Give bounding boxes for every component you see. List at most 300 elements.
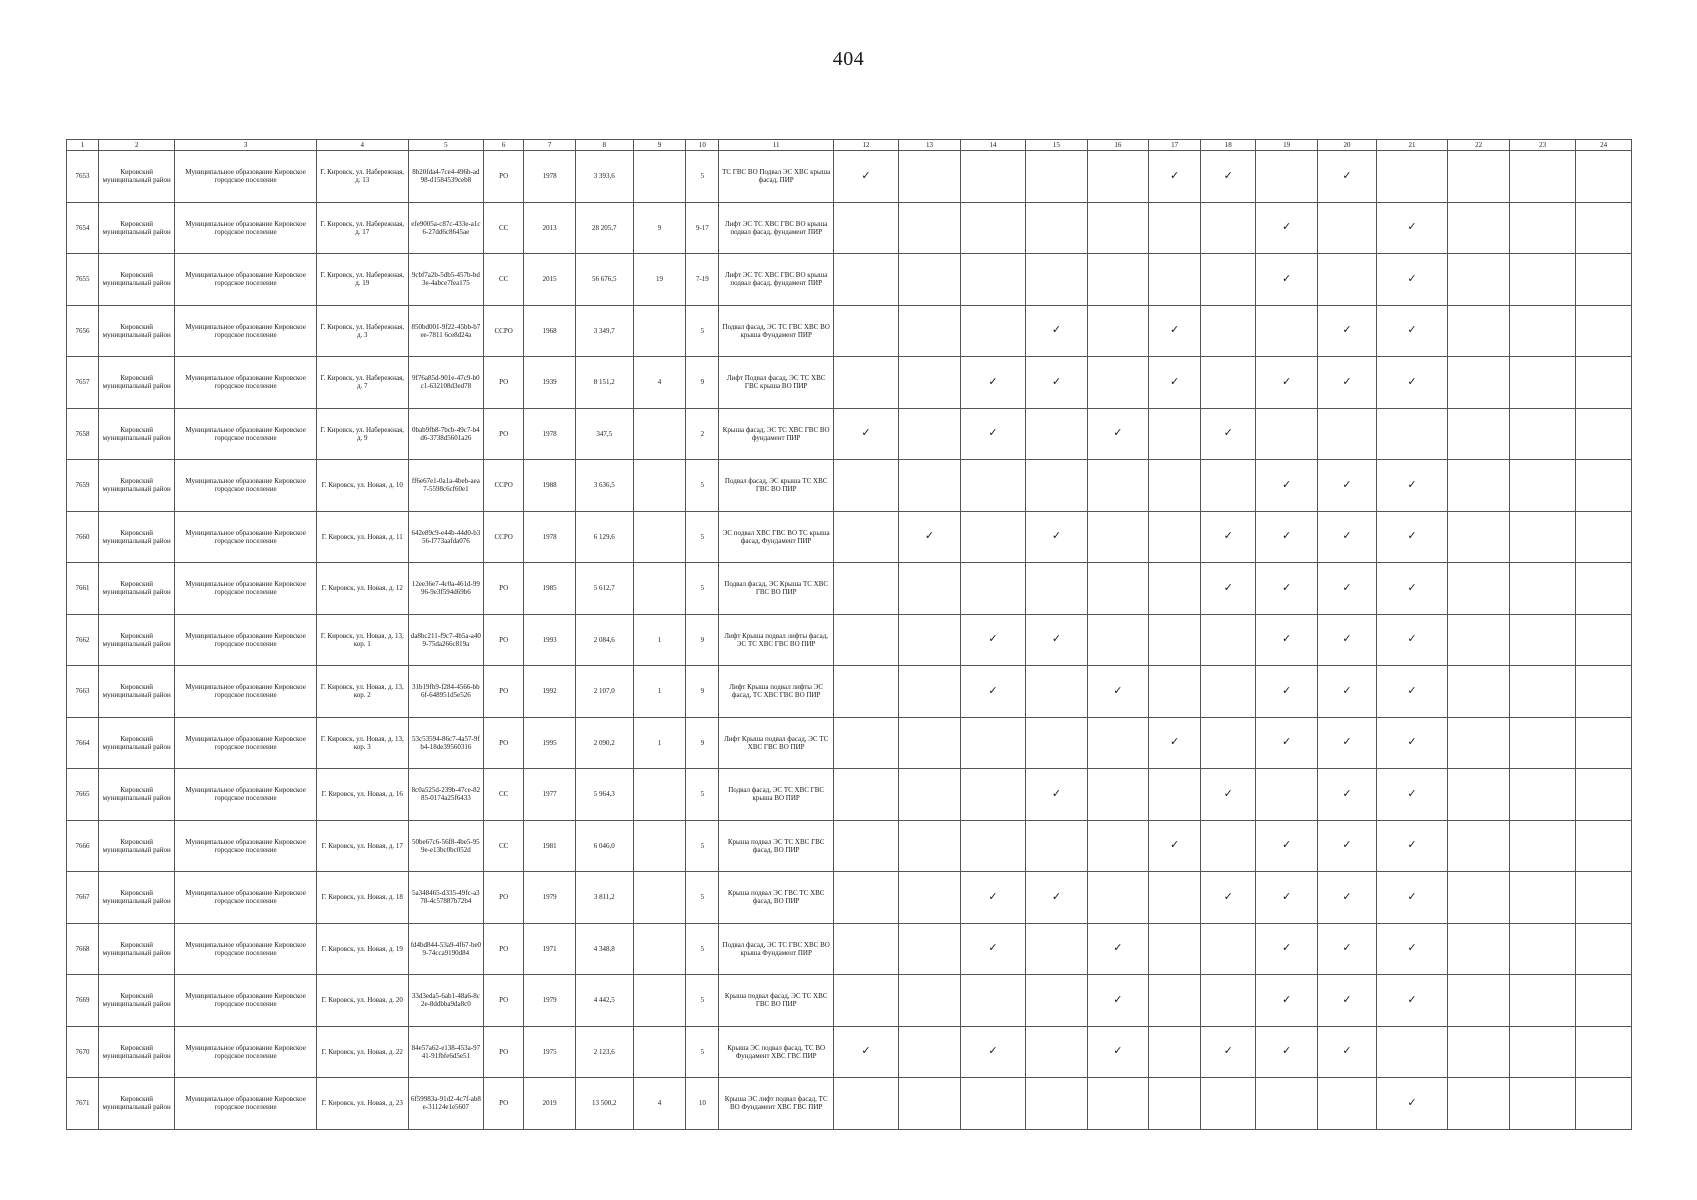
works-cell: Лифт Крыша подвал лифты ЭС фасад, ТС ХВС ГВС ВО ПИР	[719, 666, 834, 718]
mark-cell-col-13	[898, 408, 960, 460]
column-number: 9	[633, 140, 686, 151]
check-mark-icon: ✓	[1407, 838, 1417, 852]
year-cell: 2013	[524, 202, 576, 254]
mark-cell-col-18	[1201, 923, 1256, 975]
count-cell	[633, 872, 686, 924]
mark-cell-col-24	[1576, 872, 1632, 924]
mark-cell-col-22	[1448, 1078, 1510, 1130]
house-id-cell: 33d3eda5-6ab1-48a6-8c2e-8ddbba9da8c0	[408, 975, 483, 1027]
works-cell: Лифт ЭС ТС ХВС ГВС ВО крыша подвал фасад, фундамент ПИР	[719, 202, 834, 254]
area-cell: 3 349,7	[575, 305, 633, 357]
row-number: 7666	[67, 820, 99, 872]
mark-cell-col-21	[1376, 563, 1447, 615]
column-number: 10	[686, 140, 719, 151]
mark-cell-col-20	[1318, 923, 1377, 975]
municipality-cell: Муниципальное образование Кировское городское поселение	[175, 254, 316, 306]
check-mark-icon: ✓	[1342, 786, 1352, 800]
mark-cell-col-13	[898, 975, 960, 1027]
row-number: 7661	[67, 563, 99, 615]
area-cell: 8 151,2	[575, 357, 633, 409]
mark-cell-col-14	[960, 305, 1025, 357]
wall-material-cell: РО	[484, 975, 524, 1027]
address-cell: Г. Кировск, ул. Новая, д. 18	[316, 872, 408, 924]
mark-cell-col-20	[1318, 769, 1377, 821]
table-row	[67, 1078, 1632, 1130]
mark-cell-col-15	[1025, 666, 1087, 718]
mark-cell-col-12	[833, 511, 898, 563]
house-id-cell: 8c0a525d-239b-47ce-8285-0174a25f6433	[408, 769, 483, 821]
mark-cell-col-12	[833, 305, 898, 357]
mark-cell-col-22	[1448, 872, 1510, 924]
mark-cell-col-21	[1376, 666, 1447, 718]
mark-cell-col-14	[960, 614, 1025, 666]
floors-cell: 5	[686, 820, 719, 872]
mark-cell-col-23	[1510, 305, 1576, 357]
mark-cell-col-13	[898, 254, 960, 306]
year-cell: 1978	[524, 511, 576, 563]
mark-cell-col-17	[1148, 1026, 1201, 1078]
mark-cell-col-22	[1448, 820, 1510, 872]
address-cell: Г. Кировск, ул. Новая, д. 10	[316, 460, 408, 512]
address-cell: Г. Кировск, ул. Новая, д. 17	[316, 820, 408, 872]
wall-material-cell: РО	[484, 357, 524, 409]
mark-cell-col-12	[833, 1078, 898, 1130]
municipality-cell: Муниципальное образование Кировское городское поселение	[175, 357, 316, 409]
mark-cell-col-19	[1256, 666, 1318, 718]
mark-cell-col-16	[1087, 511, 1148, 563]
column-number: 8	[575, 140, 633, 151]
municipality-cell: Муниципальное образование Кировское городское поселение	[175, 305, 316, 357]
mark-cell-col-21	[1376, 975, 1447, 1027]
mark-cell-col-13	[898, 769, 960, 821]
check-mark-icon: ✓	[1282, 941, 1292, 955]
mark-cell-col-24	[1576, 769, 1632, 821]
house-id-cell: 12ee36e7-4c0a-461d-9996-9e3f594d69b6	[408, 563, 483, 615]
table-row	[67, 769, 1632, 821]
column-number: 3	[175, 140, 316, 151]
check-mark-icon: ✓	[1407, 632, 1417, 646]
check-mark-icon: ✓	[1282, 992, 1292, 1006]
floors-cell: 5	[686, 769, 719, 821]
house-id-cell: ff6e67e1-0a1a-4beb-aea7-5598c6cf60e1	[408, 460, 483, 512]
floors-cell: 9	[686, 717, 719, 769]
check-mark-icon: ✓	[1407, 374, 1417, 388]
mark-cell-col-22	[1448, 769, 1510, 821]
mark-cell-col-12	[833, 769, 898, 821]
mark-cell-col-16	[1087, 202, 1148, 254]
mark-cell-col-14	[960, 511, 1025, 563]
mark-cell-col-17	[1148, 975, 1201, 1027]
mark-cell-col-14	[960, 563, 1025, 615]
house-id-cell: 0bab9fb8-7bcb-49c7-b4d6-3738d5601a26	[408, 408, 483, 460]
district-cell: Кировский муниципальный район	[99, 202, 175, 254]
mark-cell-col-16	[1087, 563, 1148, 615]
check-mark-icon: ✓	[988, 374, 998, 388]
check-mark-icon: ✓	[1342, 374, 1352, 388]
count-cell	[633, 769, 686, 821]
check-mark-icon: ✓	[988, 1044, 998, 1058]
column-number: 13	[898, 140, 960, 151]
row-number: 7663	[67, 666, 99, 718]
column-number-row	[67, 140, 1632, 151]
wall-material-cell: РО	[484, 666, 524, 718]
address-cell: Г. Кировск, ул. Набережная, д. 19	[316, 254, 408, 306]
mark-cell-col-21	[1376, 1026, 1447, 1078]
row-number: 7653	[67, 151, 99, 203]
check-mark-icon: ✓	[988, 941, 998, 955]
check-mark-icon: ✓	[1170, 838, 1180, 852]
mark-cell-col-24	[1576, 357, 1632, 409]
check-mark-icon: ✓	[1407, 941, 1417, 955]
column-number: 6	[484, 140, 524, 151]
check-mark-icon: ✓	[1342, 992, 1352, 1006]
check-mark-icon: ✓	[1051, 529, 1062, 543]
check-mark-icon: ✓	[1113, 426, 1123, 440]
mark-cell-col-18	[1201, 357, 1256, 409]
mark-cell-col-14	[960, 202, 1025, 254]
area-cell: 2 090,2	[575, 717, 633, 769]
mark-cell-col-14	[960, 872, 1025, 924]
mark-cell-col-17	[1148, 717, 1201, 769]
check-mark-icon: ✓	[1051, 323, 1062, 337]
floors-cell: 5	[686, 563, 719, 615]
address-cell: Г. Кировск, ул. Новая, д. 20	[316, 975, 408, 1027]
mark-cell-col-12	[833, 460, 898, 512]
address-cell: Г. Кировск, ул. Новая, д. 16	[316, 769, 408, 821]
mark-cell-col-15	[1025, 820, 1087, 872]
check-mark-icon: ✓	[1342, 683, 1352, 697]
mark-cell-col-19	[1256, 511, 1318, 563]
check-mark-icon: ✓	[1051, 889, 1062, 903]
address-cell: Г. Кировск, ул. Набережная, д. 9	[316, 408, 408, 460]
check-mark-icon: ✓	[1051, 632, 1062, 646]
mark-cell-col-18	[1201, 717, 1256, 769]
mark-cell-col-17	[1148, 408, 1201, 460]
house-id-cell: 5a348465-d335-49fc-a378-4c57887b72b4	[408, 872, 483, 924]
mark-cell-col-17	[1148, 563, 1201, 615]
check-mark-icon: ✓	[1282, 1044, 1292, 1058]
mark-cell-col-23	[1510, 563, 1576, 615]
mark-cell-col-23	[1510, 666, 1576, 718]
mark-cell-col-16	[1087, 975, 1148, 1027]
mark-cell-col-14	[960, 254, 1025, 306]
mark-cell-col-21	[1376, 511, 1447, 563]
mark-cell-col-16	[1087, 820, 1148, 872]
area-cell: 13 500,2	[575, 1078, 633, 1130]
mark-cell-col-14	[960, 975, 1025, 1027]
mark-cell-col-17	[1148, 872, 1201, 924]
mark-cell-col-15	[1025, 305, 1087, 357]
mark-cell-col-22	[1448, 975, 1510, 1027]
mark-cell-col-18	[1201, 460, 1256, 512]
mark-cell-col-14	[960, 460, 1025, 512]
district-cell: Кировский муниципальный район	[99, 769, 175, 821]
mark-cell-col-16	[1087, 254, 1148, 306]
mark-cell-col-15	[1025, 151, 1087, 203]
check-mark-icon: ✓	[1223, 426, 1233, 440]
mark-cell-col-24	[1576, 975, 1632, 1027]
table-row	[67, 717, 1632, 769]
mark-cell-col-20	[1318, 666, 1377, 718]
check-mark-icon: ✓	[861, 1044, 871, 1058]
check-mark-icon: ✓	[1407, 1095, 1417, 1109]
count-cell: 19	[633, 254, 686, 306]
mark-cell-col-20	[1318, 614, 1377, 666]
municipality-cell: Муниципальное образование Кировское городское поселение	[175, 923, 316, 975]
mark-cell-col-24	[1576, 666, 1632, 718]
mark-cell-col-21	[1376, 717, 1447, 769]
municipality-cell: Муниципальное образование Кировское городское поселение	[175, 408, 316, 460]
mark-cell-col-14	[960, 151, 1025, 203]
mark-cell-col-23	[1510, 614, 1576, 666]
check-mark-icon: ✓	[1407, 683, 1417, 697]
district-cell: Кировский муниципальный район	[99, 717, 175, 769]
mark-cell-col-20	[1318, 563, 1377, 615]
works-cell: Лифт Подвал фасад, ЭС ТС ХВС ГВС крыша ВО ПИР	[719, 357, 834, 409]
check-mark-icon: ✓	[1407, 323, 1417, 337]
mark-cell-col-18	[1201, 975, 1256, 1027]
check-mark-icon: ✓	[1170, 735, 1180, 749]
mark-cell-col-17	[1148, 202, 1201, 254]
check-mark-icon: ✓	[1051, 374, 1062, 388]
district-cell: Кировский муниципальный район	[99, 511, 175, 563]
year-cell: 1939	[524, 357, 576, 409]
mark-cell-col-17	[1148, 357, 1201, 409]
row-number: 7668	[67, 923, 99, 975]
floors-cell: 2	[686, 408, 719, 460]
works-cell: Крыша фасад, ЭС ТС ХВС ГВС ВО фундамент ПИР	[719, 408, 834, 460]
mark-cell-col-15	[1025, 563, 1087, 615]
check-mark-icon: ✓	[1407, 992, 1417, 1006]
area-cell: 3 636,5	[575, 460, 633, 512]
wall-material-cell: РО	[484, 872, 524, 924]
mark-cell-col-12	[833, 1026, 898, 1078]
mark-cell-col-13	[898, 923, 960, 975]
district-cell: Кировский муниципальный район	[99, 254, 175, 306]
year-cell: 1979	[524, 872, 576, 924]
column-number: 20	[1318, 140, 1377, 151]
mark-cell-col-21	[1376, 305, 1447, 357]
wall-material-cell: РО	[484, 923, 524, 975]
mark-cell-col-22	[1448, 717, 1510, 769]
mark-cell-col-13	[898, 202, 960, 254]
mark-cell-col-17	[1148, 460, 1201, 512]
works-cell: Крыша подвал ЭС ГВС ТС ХВС фасад, ВО ПИР	[719, 872, 834, 924]
house-id-cell: 642e89c9-e44b-44d0-b356-f773aafda076	[408, 511, 483, 563]
mark-cell-col-17	[1148, 151, 1201, 203]
mark-cell-col-18	[1201, 151, 1256, 203]
municipality-cell: Муниципальное образование Кировское городское поселение	[175, 563, 316, 615]
floors-cell: 5	[686, 460, 719, 512]
table-body	[67, 151, 1632, 1130]
mark-cell-col-23	[1510, 820, 1576, 872]
wall-material-cell: РО	[484, 408, 524, 460]
municipality-cell: Муниципальное образование Кировское городское поселение	[175, 202, 316, 254]
district-cell: Кировский муниципальный район	[99, 408, 175, 460]
mark-cell-col-24	[1576, 923, 1632, 975]
count-cell: 4	[633, 357, 686, 409]
district-cell: Кировский муниципальный район	[99, 1026, 175, 1078]
year-cell: 1971	[524, 923, 576, 975]
mark-cell-col-23	[1510, 254, 1576, 306]
mark-cell-col-16	[1087, 357, 1148, 409]
mark-cell-col-21	[1376, 202, 1447, 254]
column-number: 24	[1576, 140, 1632, 151]
mark-cell-col-21	[1376, 923, 1447, 975]
row-number: 7670	[67, 1026, 99, 1078]
column-number: 17	[1148, 140, 1201, 151]
mark-cell-col-19	[1256, 975, 1318, 1027]
check-mark-icon: ✓	[1113, 992, 1123, 1006]
mark-cell-col-24	[1576, 717, 1632, 769]
mark-cell-col-15	[1025, 717, 1087, 769]
mark-cell-col-22	[1448, 1026, 1510, 1078]
mark-cell-col-12	[833, 666, 898, 718]
mark-cell-col-24	[1576, 151, 1632, 203]
column-number: 14	[960, 140, 1025, 151]
mark-cell-col-23	[1510, 511, 1576, 563]
mark-cell-col-19	[1256, 254, 1318, 306]
year-cell: 1975	[524, 1026, 576, 1078]
mark-cell-col-20	[1318, 202, 1377, 254]
wall-material-cell: РО	[484, 717, 524, 769]
mark-cell-col-17	[1148, 254, 1201, 306]
mark-cell-col-23	[1510, 202, 1576, 254]
mark-cell-col-13	[898, 820, 960, 872]
table-row	[67, 614, 1632, 666]
district-cell: Кировский муниципальный район	[99, 923, 175, 975]
mark-cell-col-20	[1318, 820, 1377, 872]
mark-cell-col-16	[1087, 408, 1148, 460]
row-number: 7660	[67, 511, 99, 563]
count-cell: 1	[633, 717, 686, 769]
check-mark-icon: ✓	[1170, 374, 1180, 388]
wall-material-cell: РО	[484, 1026, 524, 1078]
mark-cell-col-21	[1376, 769, 1447, 821]
mark-cell-col-13	[898, 1078, 960, 1130]
mark-cell-col-20	[1318, 1026, 1377, 1078]
mark-cell-col-20	[1318, 305, 1377, 357]
mark-cell-col-21	[1376, 357, 1447, 409]
check-mark-icon: ✓	[1342, 735, 1352, 749]
check-mark-icon: ✓	[1342, 580, 1352, 594]
check-mark-icon: ✓	[1407, 271, 1417, 285]
works-cell: Лифт Крыша подвал лифты фасад, ЭС ТС ХВС ГВС ВО ПИР	[719, 614, 834, 666]
municipality-cell: Муниципальное образование Кировское городское поселение	[175, 769, 316, 821]
mark-cell-col-23	[1510, 717, 1576, 769]
check-mark-icon: ✓	[988, 889, 998, 903]
check-mark-icon: ✓	[1282, 580, 1292, 594]
house-id-cell: 9cbf7a2b-5db5-457b-bd3e-4abce7fea175	[408, 254, 483, 306]
mark-cell-col-15	[1025, 769, 1087, 821]
mark-cell-col-23	[1510, 975, 1576, 1027]
works-cell: Крыша подвал ЭС ТС ХВС ГВС фасад, ВО ПИР	[719, 820, 834, 872]
works-cell: Лифт Крыша подвал фасад, ЭС ТС ХВС ГВС ВО ПИР	[719, 717, 834, 769]
table-row	[67, 975, 1632, 1027]
floors-cell: 9	[686, 614, 719, 666]
area-cell: 5 612,7	[575, 563, 633, 615]
check-mark-icon: ✓	[1170, 323, 1180, 337]
house-id-cell: fd4bd844-53a9-4f67-be09-74cca9190d84	[408, 923, 483, 975]
address-cell: Г. Кировск, ул. Новая, д. 13, кор. 2	[316, 666, 408, 718]
floors-cell: 5	[686, 305, 719, 357]
table-row	[67, 1026, 1632, 1078]
mark-cell-col-24	[1576, 1026, 1632, 1078]
check-mark-icon: ✓	[1407, 477, 1417, 491]
column-number: 22	[1448, 140, 1510, 151]
mark-cell-col-17	[1148, 769, 1201, 821]
check-mark-icon: ✓	[861, 426, 871, 440]
mark-cell-col-24	[1576, 305, 1632, 357]
municipality-cell: Муниципальное образование Кировское городское поселение	[175, 460, 316, 512]
mark-cell-col-16	[1087, 614, 1148, 666]
mark-cell-col-12	[833, 408, 898, 460]
check-mark-icon: ✓	[1342, 477, 1352, 491]
count-cell	[633, 923, 686, 975]
mark-cell-col-18	[1201, 563, 1256, 615]
row-number: 7669	[67, 975, 99, 1027]
check-mark-icon: ✓	[1342, 1044, 1352, 1058]
table-row	[67, 563, 1632, 615]
count-cell	[633, 305, 686, 357]
row-number: 7665	[67, 769, 99, 821]
mark-cell-col-21	[1376, 408, 1447, 460]
mark-cell-col-12	[833, 254, 898, 306]
mark-cell-col-22	[1448, 254, 1510, 306]
mark-cell-col-24	[1576, 1078, 1632, 1130]
count-cell	[633, 408, 686, 460]
municipality-cell: Муниципальное образование Кировское городское поселение	[175, 666, 316, 718]
check-mark-icon: ✓	[1282, 632, 1292, 646]
mark-cell-col-13	[898, 872, 960, 924]
column-number: 1	[67, 140, 99, 151]
works-cell: Лифт ЭС ТС ХВС ГВС ВО крыша подвал фасад, фундамент ПИР	[719, 254, 834, 306]
mark-cell-col-22	[1448, 408, 1510, 460]
row-number: 7667	[67, 872, 99, 924]
wall-material-cell: СС	[484, 202, 524, 254]
floors-cell: 9-17	[686, 202, 719, 254]
mark-cell-col-22	[1448, 202, 1510, 254]
mark-cell-col-24	[1576, 460, 1632, 512]
address-cell: Г. Кировск, ул. Набережная, д. 13	[316, 151, 408, 203]
wall-material-cell: РО	[484, 151, 524, 203]
row-number: 7654	[67, 202, 99, 254]
mark-cell-col-15	[1025, 254, 1087, 306]
table-row	[67, 254, 1632, 306]
mark-cell-col-14	[960, 666, 1025, 718]
check-mark-icon: ✓	[1282, 889, 1292, 903]
floors-cell: 7-19	[686, 254, 719, 306]
mark-cell-col-13	[898, 614, 960, 666]
mark-cell-col-20	[1318, 460, 1377, 512]
mark-cell-col-18	[1201, 614, 1256, 666]
year-cell: 1993	[524, 614, 576, 666]
address-cell: Г. Кировск, ул. Новая, д. 13, кор. 1	[316, 614, 408, 666]
check-mark-icon: ✓	[988, 426, 998, 440]
mark-cell-col-19	[1256, 923, 1318, 975]
mark-cell-col-22	[1448, 666, 1510, 718]
count-cell: 1	[633, 614, 686, 666]
count-cell	[633, 1026, 686, 1078]
address-cell: Г. Кировск, ул. Новая, д. 22	[316, 1026, 408, 1078]
year-cell: 2019	[524, 1078, 576, 1130]
mark-cell-col-23	[1510, 769, 1576, 821]
check-mark-icon: ✓	[1282, 735, 1292, 749]
mark-cell-col-13	[898, 563, 960, 615]
area-cell: 6 129,6	[575, 511, 633, 563]
count-cell: 9	[633, 202, 686, 254]
column-number: 7	[524, 140, 576, 151]
